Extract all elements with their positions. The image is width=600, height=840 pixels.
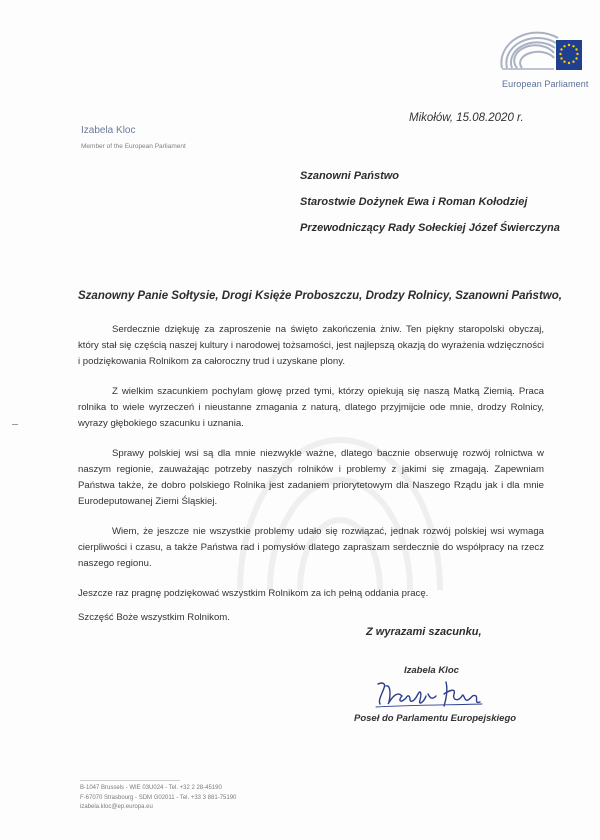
footer-email: izabela.kloc@ep.europa.eu — [80, 804, 153, 810]
body-paragraph: Sprawy polskiej wsi są dla mnie niezwykle ważne, dlatego bacznie obserwuję rozwój rolnictwa w naszym regionie, zauważając potrzeby naszych rolników i problemy z jakimi się zmagają. Zapewniam Państwa także, że dobro polskiego Rolnika jest zadaniem priorytetowym dla Naszego Rządu jak i dla mnie Eurodeputowanej Ziemi Śląskiej. — [78, 448, 544, 507]
recipient-line: Starostwie Dożynek Ewa i Roman Kołodziej — [300, 196, 528, 208]
recipient-line: Szanowni Państwo — [300, 170, 400, 182]
footer-contact — [80, 784, 236, 813]
sender-title: Member of the European Parliament — [81, 143, 186, 150]
recipient-line: Przewodniczący Rady Sołeckiej Józef Świerczyna — [300, 222, 560, 234]
body-paragraph: Jeszcze raz pragnę podziękować wszystkim Rolnikom za ich pełną oddania pracę. — [78, 588, 429, 599]
body-paragraph: Serdecznie dziękuję za zaproszenie na święto zakończenia żniw. Ten piękny staropolski obyczaj, który stał się częścią naszej kultury i narodowej tożsamości, jest najlepszą okazją do wyrażenia wdzięczności i podziękowania Rolnikom za całoroczny trud i uzyskane plony. — [78, 324, 544, 367]
handwritten-signature — [368, 674, 498, 714]
sender-name: Izabela Kloc — [81, 125, 136, 136]
footer-divider — [80, 780, 180, 781]
letter-date: Mikołów, 15.08.2020 r. — [409, 112, 524, 124]
footer-line: F-67070 Strasbourg - SDM G02011 - Tel. +33 3 881-75190 — [80, 794, 237, 801]
letter-body — [78, 322, 544, 640]
margin-mark — [12, 424, 18, 425]
body-paragraph: Wiem, że jeszcze nie wszystkie problemy udało się rozwiązać, jednak rozwój polskiej wsi wymaga cierpliwości i czasu, a także Państwa rad i pomysłów dlatego zapraszam serdecznie do współpracy na rzecz naszego regionu. — [78, 526, 544, 569]
signer-position: Poseł do Parlamentu Europejskiego — [354, 713, 517, 724]
logo-caption: European Parliament — [502, 79, 589, 89]
salutation: Szanowny Panie Sołtysie, Drogi Księże Proboszczu, Drodzy Rolnicy, Szanowni Państwo, — [78, 290, 562, 302]
closing-phrase: Z wyrazami szacunku, — [366, 626, 482, 638]
body-paragraph: Z wielkim szacunkiem pochylam głowę przed tymi, którzy opiekują się naszą Matką Ziemią. Praca rolnika to wiele wyrzeczeń i nieustanne zmagania z naturą, dlatego przyjmijcie ode mnie, drodzy Rolnicy, wyrazy głębokiego szacunku i uznania. — [78, 386, 544, 429]
recipients-block — [300, 170, 560, 248]
footer-line: B-1047 Brussels - WIE 03U024 - Tel. +32 2 28-45190 — [80, 785, 222, 791]
body-paragraph: Szczęść Boże wszystkim Rolnikom. — [78, 612, 230, 623]
closing-name: Izabela Kloc — [404, 665, 459, 676]
